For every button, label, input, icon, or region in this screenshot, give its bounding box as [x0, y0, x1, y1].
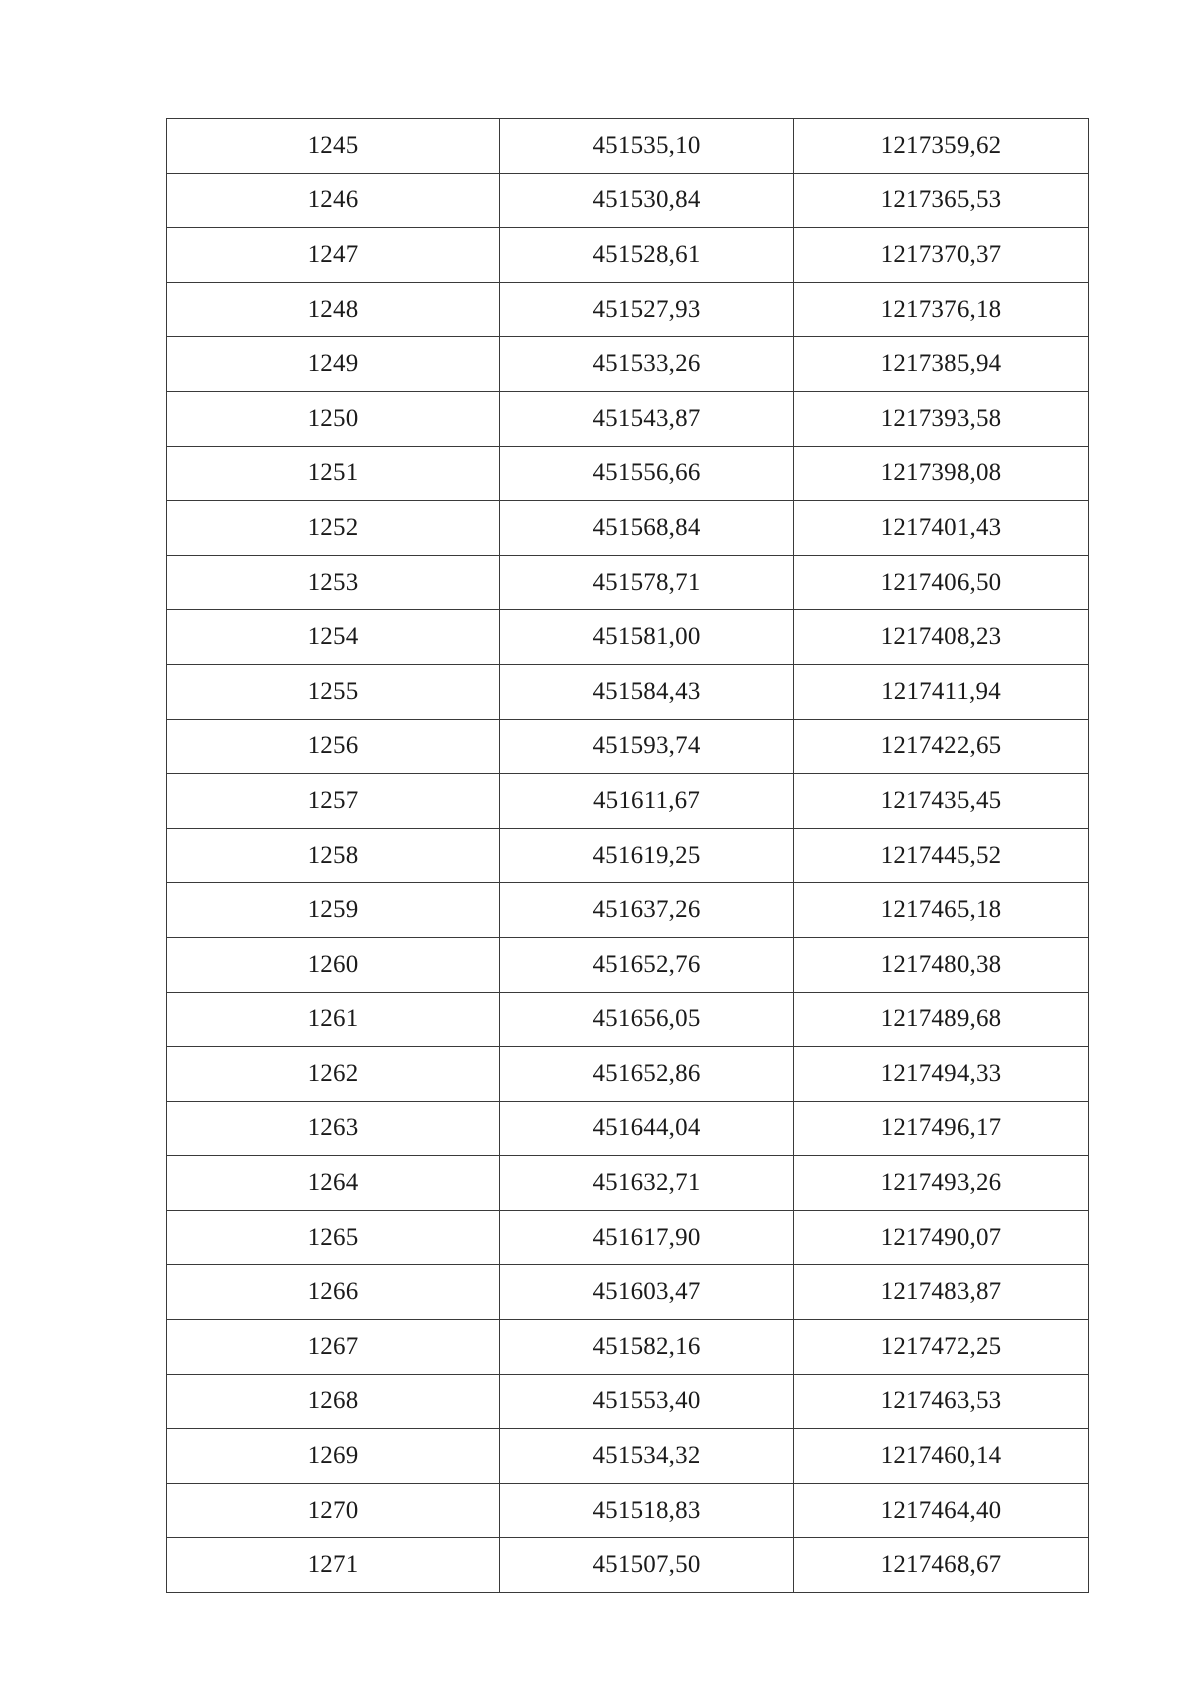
x-coordinate-cell: 451582,16 [500, 1320, 794, 1375]
y-coordinate-cell: 1217393,58 [794, 391, 1089, 446]
y-coordinate-cell: 1217464,40 [794, 1483, 1089, 1538]
y-coordinate-cell: 1217472,25 [794, 1320, 1089, 1375]
y-coordinate-cell: 1217359,62 [794, 119, 1089, 174]
table-row [167, 501, 1089, 556]
x-coordinate-cell: 451518,83 [500, 1483, 794, 1538]
x-coordinate-cell: 451581,00 [500, 610, 794, 665]
point-number-cell: 1263 [167, 1101, 500, 1156]
point-number-cell: 1246 [167, 173, 500, 228]
x-coordinate-cell: 451568,84 [500, 501, 794, 556]
table-row [167, 1047, 1089, 1102]
table-row [167, 1156, 1089, 1211]
x-coordinate-cell: 451637,26 [500, 883, 794, 938]
table-row [167, 664, 1089, 719]
table-row [167, 337, 1089, 392]
point-number-cell: 1252 [167, 501, 500, 556]
table-row [167, 282, 1089, 337]
point-number-cell: 1268 [167, 1374, 500, 1429]
y-coordinate-cell: 1217460,14 [794, 1429, 1089, 1484]
y-coordinate-cell: 1217398,08 [794, 446, 1089, 501]
table-row [167, 937, 1089, 992]
table-row [167, 1320, 1089, 1375]
table-row [167, 173, 1089, 228]
y-coordinate-cell: 1217468,67 [794, 1538, 1089, 1593]
y-coordinate-cell: 1217406,50 [794, 555, 1089, 610]
x-coordinate-cell: 451603,47 [500, 1265, 794, 1320]
x-coordinate-cell: 451535,10 [500, 119, 794, 174]
point-number-cell: 1266 [167, 1265, 500, 1320]
y-coordinate-cell: 1217490,07 [794, 1210, 1089, 1265]
x-coordinate-cell: 451533,26 [500, 337, 794, 392]
coordinates-table-body [167, 119, 1089, 1593]
y-coordinate-cell: 1217483,87 [794, 1265, 1089, 1320]
x-coordinate-cell: 451617,90 [500, 1210, 794, 1265]
point-number-cell: 1259 [167, 883, 500, 938]
x-coordinate-cell: 451553,40 [500, 1374, 794, 1429]
y-coordinate-cell: 1217422,65 [794, 719, 1089, 774]
point-number-cell: 1265 [167, 1210, 500, 1265]
table-row [167, 228, 1089, 283]
point-number-cell: 1269 [167, 1429, 500, 1484]
table-row [167, 774, 1089, 829]
x-coordinate-cell: 451530,84 [500, 173, 794, 228]
table-row [167, 883, 1089, 938]
point-number-cell: 1271 [167, 1538, 500, 1593]
x-coordinate-cell: 451652,76 [500, 937, 794, 992]
point-number-cell: 1257 [167, 774, 500, 829]
table-row [167, 391, 1089, 446]
point-number-cell: 1255 [167, 664, 500, 719]
x-coordinate-cell: 451543,87 [500, 391, 794, 446]
y-coordinate-cell: 1217445,52 [794, 828, 1089, 883]
point-number-cell: 1248 [167, 282, 500, 337]
point-number-cell: 1253 [167, 555, 500, 610]
y-coordinate-cell: 1217370,37 [794, 228, 1089, 283]
y-coordinate-cell: 1217480,38 [794, 937, 1089, 992]
x-coordinate-cell: 451534,32 [500, 1429, 794, 1484]
table-row [167, 1101, 1089, 1156]
point-number-cell: 1254 [167, 610, 500, 665]
y-coordinate-cell: 1217435,45 [794, 774, 1089, 829]
y-coordinate-cell: 1217401,43 [794, 501, 1089, 556]
point-number-cell: 1264 [167, 1156, 500, 1211]
x-coordinate-cell: 451528,61 [500, 228, 794, 283]
x-coordinate-cell: 451593,74 [500, 719, 794, 774]
y-coordinate-cell: 1217493,26 [794, 1156, 1089, 1211]
x-coordinate-cell: 451527,93 [500, 282, 794, 337]
y-coordinate-cell: 1217365,53 [794, 173, 1089, 228]
table-row [167, 1429, 1089, 1484]
point-number-cell: 1262 [167, 1047, 500, 1102]
table-row [167, 119, 1089, 174]
point-number-cell: 1258 [167, 828, 500, 883]
x-coordinate-cell: 451656,05 [500, 992, 794, 1047]
table-row [167, 719, 1089, 774]
y-coordinate-cell: 1217385,94 [794, 337, 1089, 392]
point-number-cell: 1250 [167, 391, 500, 446]
y-coordinate-cell: 1217494,33 [794, 1047, 1089, 1102]
x-coordinate-cell: 451556,66 [500, 446, 794, 501]
x-coordinate-cell: 451578,71 [500, 555, 794, 610]
x-coordinate-cell: 451652,86 [500, 1047, 794, 1102]
point-number-cell: 1247 [167, 228, 500, 283]
y-coordinate-cell: 1217463,53 [794, 1374, 1089, 1429]
point-number-cell: 1249 [167, 337, 500, 392]
table-row [167, 1374, 1089, 1429]
table-row [167, 992, 1089, 1047]
x-coordinate-cell: 451611,67 [500, 774, 794, 829]
y-coordinate-cell: 1217411,94 [794, 664, 1089, 719]
table-row [167, 610, 1089, 665]
y-coordinate-cell: 1217376,18 [794, 282, 1089, 337]
x-coordinate-cell: 451632,71 [500, 1156, 794, 1211]
x-coordinate-cell: 451619,25 [500, 828, 794, 883]
point-number-cell: 1260 [167, 937, 500, 992]
point-number-cell: 1267 [167, 1320, 500, 1375]
coordinates-table [166, 118, 1089, 1593]
y-coordinate-cell: 1217408,23 [794, 610, 1089, 665]
point-number-cell: 1256 [167, 719, 500, 774]
table-row [167, 446, 1089, 501]
point-number-cell: 1270 [167, 1483, 500, 1538]
table-row [167, 828, 1089, 883]
table-row [167, 555, 1089, 610]
point-number-cell: 1261 [167, 992, 500, 1047]
point-number-cell: 1245 [167, 119, 500, 174]
table-row [167, 1483, 1089, 1538]
table-row [167, 1538, 1089, 1593]
x-coordinate-cell: 451507,50 [500, 1538, 794, 1593]
point-number-cell: 1251 [167, 446, 500, 501]
table-row [167, 1210, 1089, 1265]
table-row [167, 1265, 1089, 1320]
x-coordinate-cell: 451644,04 [500, 1101, 794, 1156]
y-coordinate-cell: 1217465,18 [794, 883, 1089, 938]
y-coordinate-cell: 1217496,17 [794, 1101, 1089, 1156]
x-coordinate-cell: 451584,43 [500, 664, 794, 719]
y-coordinate-cell: 1217489,68 [794, 992, 1089, 1047]
